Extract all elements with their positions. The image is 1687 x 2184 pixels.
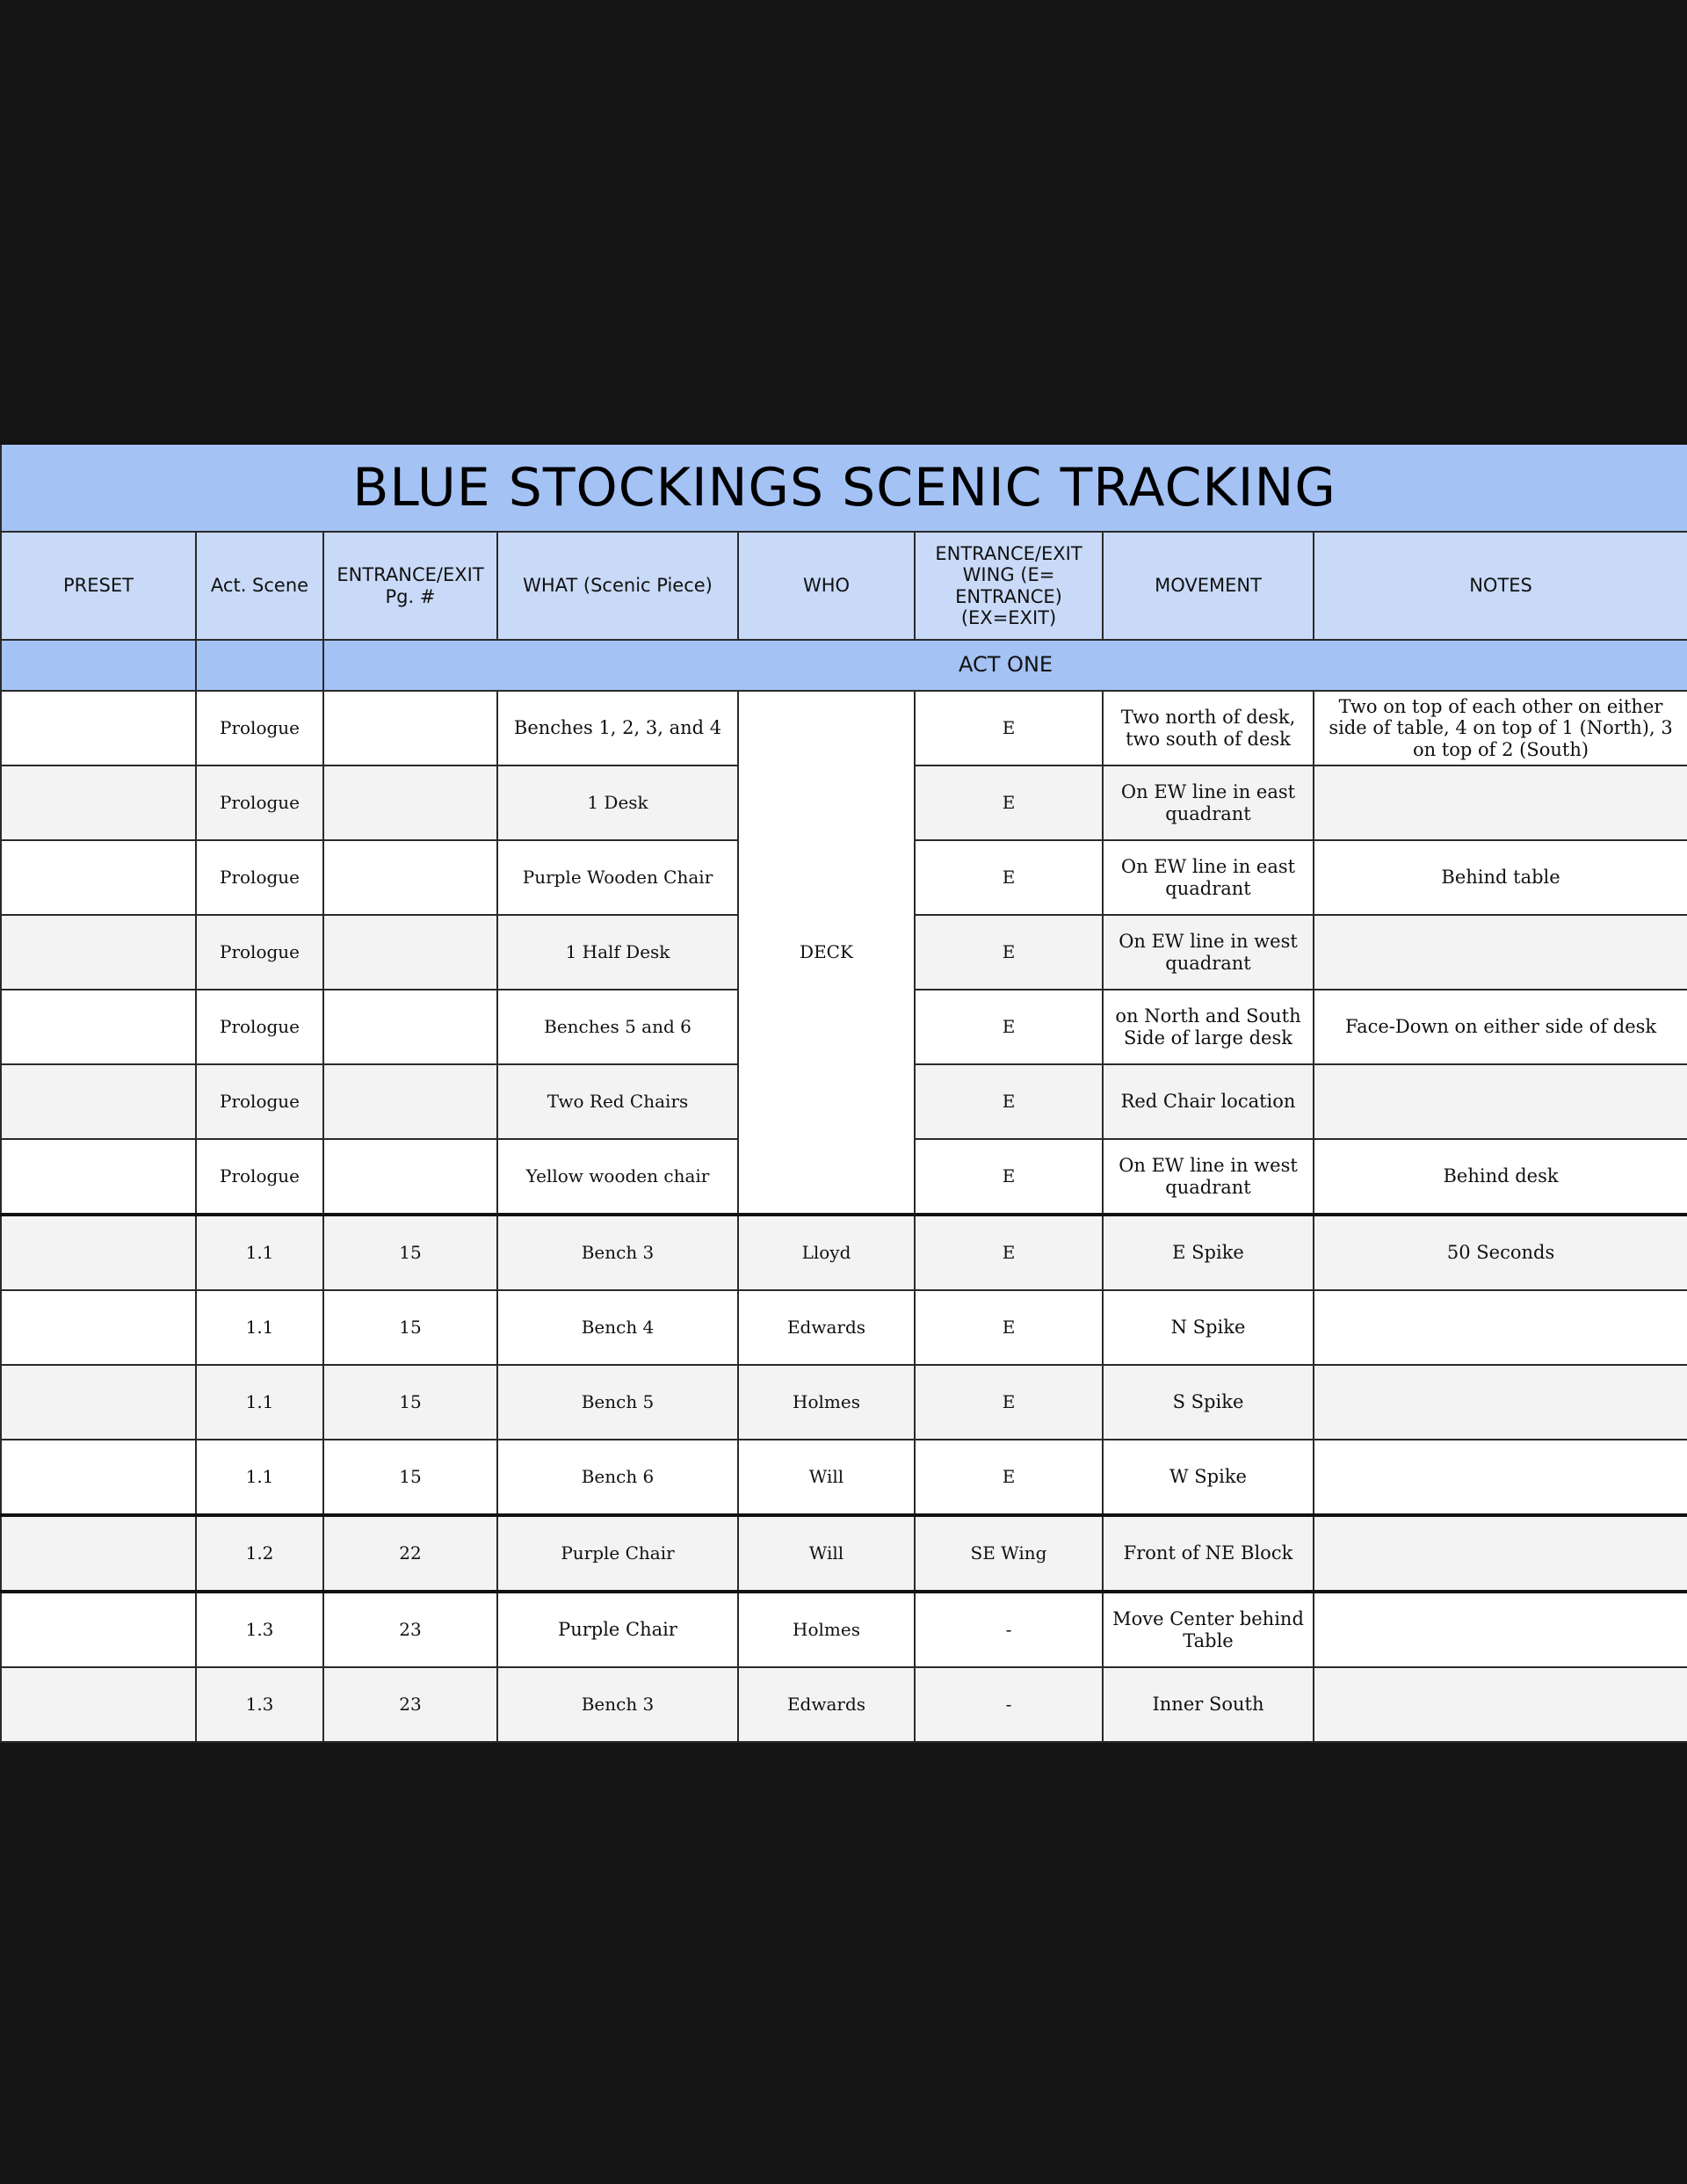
- cell-notes: 50 Seconds: [1314, 1215, 1687, 1290]
- table-row: [1, 1592, 1687, 1667]
- cell-what: Purple Chair: [497, 1592, 738, 1667]
- cell-act-scene: Prologue: [196, 765, 323, 840]
- cell-page: [323, 1139, 497, 1215]
- cell-notes: [1314, 1667, 1687, 1742]
- cell-preset: [1, 1667, 196, 1742]
- table-row: [1, 1667, 1687, 1742]
- table-row: [1, 1440, 1687, 1515]
- cell-preset: [1, 1515, 196, 1592]
- cell-movement: On EW line in west quadrant: [1103, 915, 1314, 990]
- cell-wing: SE Wing: [915, 1515, 1103, 1592]
- cell-wing: E: [915, 1064, 1103, 1139]
- cell-what: 1 Half Desk: [497, 915, 738, 990]
- cell-page: 15: [323, 1290, 497, 1365]
- cell-notes: Behind table: [1314, 840, 1687, 915]
- cell-wing: E: [915, 915, 1103, 990]
- cell-act-scene: Prologue: [196, 1064, 323, 1139]
- cell-notes: Behind desk: [1314, 1139, 1687, 1215]
- cell-notes: Two on top of each other on either side of table, 4 on top of 1 (North), 3 on top of 2 (South): [1314, 691, 1687, 765]
- cell-what: Purple Wooden Chair: [497, 840, 738, 915]
- cell-wing: E: [915, 1290, 1103, 1365]
- cell-wing: E: [915, 765, 1103, 840]
- cell-act-scene: 1.1: [196, 1290, 323, 1365]
- cell-page: [323, 765, 497, 840]
- col-header-preset: PRESET: [1, 532, 196, 640]
- col-header-page: ENTRANCE/EXIT Pg. #: [323, 532, 497, 640]
- cell-preset: [1, 1365, 196, 1440]
- cell-what: Benches 1, 2, 3, and 4: [497, 691, 738, 765]
- col-header-who: WHO: [738, 532, 915, 640]
- cell-who: Lloyd: [738, 1215, 915, 1290]
- cell-notes: [1314, 1290, 1687, 1365]
- cell-what: Bench 3: [497, 1667, 738, 1742]
- table-row: [1, 1365, 1687, 1440]
- cell-page: [323, 1064, 497, 1139]
- cell-preset: [1, 1139, 196, 1215]
- cell-act-scene: Prologue: [196, 915, 323, 990]
- col-header-wing: ENTRANCE/EXIT WING (E= ENTRANCE) (EX=EXIT): [915, 532, 1103, 640]
- cell-movement: Inner South: [1103, 1667, 1314, 1742]
- cell-what: Yellow wooden chair: [497, 1139, 738, 1215]
- cell-preset: [1, 1592, 196, 1667]
- cell-page: [323, 840, 497, 915]
- cell-wing: E: [915, 1139, 1103, 1215]
- cell-wing: E: [915, 990, 1103, 1064]
- col-header-movement: MOVEMENT: [1103, 532, 1314, 640]
- cell-wing: E: [915, 691, 1103, 765]
- cell-preset: [1, 1215, 196, 1290]
- cell-act-scene: 1.3: [196, 1592, 323, 1667]
- scenic-tracking-table: [0, 442, 1687, 1743]
- cell-movement: W Spike: [1103, 1440, 1314, 1515]
- cell-act-scene: Prologue: [196, 840, 323, 915]
- cell-movement: On EW line in west quadrant: [1103, 1139, 1314, 1215]
- cell-page: [323, 691, 497, 765]
- cell-wing: -: [915, 1592, 1103, 1667]
- cell-what: Benches 5 and 6: [497, 990, 738, 1064]
- cell-preset: [1, 840, 196, 915]
- cell-who: Will: [738, 1440, 915, 1515]
- cell-preset: [1, 691, 196, 765]
- act-section-row: [1, 640, 1687, 691]
- cell-movement: N Spike: [1103, 1290, 1314, 1365]
- cell-what: 1 Desk: [497, 765, 738, 840]
- col-header-act-scene: Act. Scene: [196, 532, 323, 640]
- cell-notes: [1314, 1365, 1687, 1440]
- cell-page: [323, 915, 497, 990]
- cell-page: 15: [323, 1365, 497, 1440]
- cell-notes: [1314, 1592, 1687, 1667]
- cell-who: Holmes: [738, 1592, 915, 1667]
- cell-who: Holmes: [738, 1365, 915, 1440]
- cell-wing: E: [915, 1365, 1103, 1440]
- cell-act-scene: 1.1: [196, 1365, 323, 1440]
- cell-act-scene: 1.1: [196, 1440, 323, 1515]
- scenic-tracking-sheet: [0, 442, 1687, 1743]
- act-row-blank: [1, 640, 196, 691]
- cell-what: Bench 5: [497, 1365, 738, 1440]
- cell-movement: on North and South Side of large desk: [1103, 990, 1314, 1064]
- table-row: [1, 1515, 1687, 1592]
- cell-preset: [1, 1440, 196, 1515]
- cell-what: Purple Chair: [497, 1515, 738, 1592]
- cell-page: 15: [323, 1440, 497, 1515]
- cell-notes: [1314, 1440, 1687, 1515]
- cell-what: Bench 6: [497, 1440, 738, 1515]
- cell-preset: [1, 1290, 196, 1365]
- cell-page: [323, 990, 497, 1064]
- cell-what: Bench 4: [497, 1290, 738, 1365]
- col-header-what: WHAT (Scenic Piece): [497, 532, 738, 640]
- cell-notes: [1314, 765, 1687, 840]
- cell-who: Will: [738, 1515, 915, 1592]
- cell-movement: Red Chair location: [1103, 1064, 1314, 1139]
- cell-notes: [1314, 915, 1687, 990]
- cell-page: 22: [323, 1515, 497, 1592]
- cell-movement: On EW line in east quadrant: [1103, 765, 1314, 840]
- cell-what: Two Red Chairs: [497, 1064, 738, 1139]
- cell-what: Bench 3: [497, 1215, 738, 1290]
- act-label: ACT ONE: [323, 640, 1687, 691]
- cell-act-scene: Prologue: [196, 990, 323, 1064]
- cell-movement: Two north of desk, two south of desk: [1103, 691, 1314, 765]
- cell-wing: E: [915, 840, 1103, 915]
- cell-notes: Face-Down on either side of desk: [1314, 990, 1687, 1064]
- cell-movement: Move Center behind Table: [1103, 1592, 1314, 1667]
- table-row: [1, 1215, 1687, 1290]
- cell-act-scene: Prologue: [196, 1139, 323, 1215]
- cell-preset: [1, 1064, 196, 1139]
- sheet-title: BLUE STOCKINGS SCENIC TRACKING: [1, 444, 1687, 533]
- cell-notes: [1314, 1515, 1687, 1592]
- cell-movement: On EW line in east quadrant: [1103, 840, 1314, 915]
- col-header-notes: NOTES: [1314, 532, 1687, 640]
- cell-page: 23: [323, 1667, 497, 1742]
- cell-preset: [1, 765, 196, 840]
- table-row: [1, 1290, 1687, 1365]
- cell-movement: E Spike: [1103, 1215, 1314, 1290]
- cell-who: Edwards: [738, 1667, 915, 1742]
- table-row: [1, 691, 1687, 765]
- cell-preset: [1, 915, 196, 990]
- cell-act-scene: Prologue: [196, 691, 323, 765]
- cell-notes: [1314, 1064, 1687, 1139]
- cell-preset: [1, 990, 196, 1064]
- cell-act-scene: 1.3: [196, 1667, 323, 1742]
- cell-page: 23: [323, 1592, 497, 1667]
- cell-who-deck: DECK: [738, 691, 915, 1215]
- cell-act-scene: 1.1: [196, 1215, 323, 1290]
- cell-who: Edwards: [738, 1290, 915, 1365]
- column-header-row: [1, 532, 1687, 640]
- act-row-blank: [196, 640, 323, 691]
- cell-act-scene: 1.2: [196, 1515, 323, 1592]
- cell-page: 15: [323, 1215, 497, 1290]
- cell-movement: Front of NE Block: [1103, 1515, 1314, 1592]
- cell-wing: E: [915, 1215, 1103, 1290]
- cell-wing: E: [915, 1440, 1103, 1515]
- cell-movement: S Spike: [1103, 1365, 1314, 1440]
- cell-wing: -: [915, 1667, 1103, 1742]
